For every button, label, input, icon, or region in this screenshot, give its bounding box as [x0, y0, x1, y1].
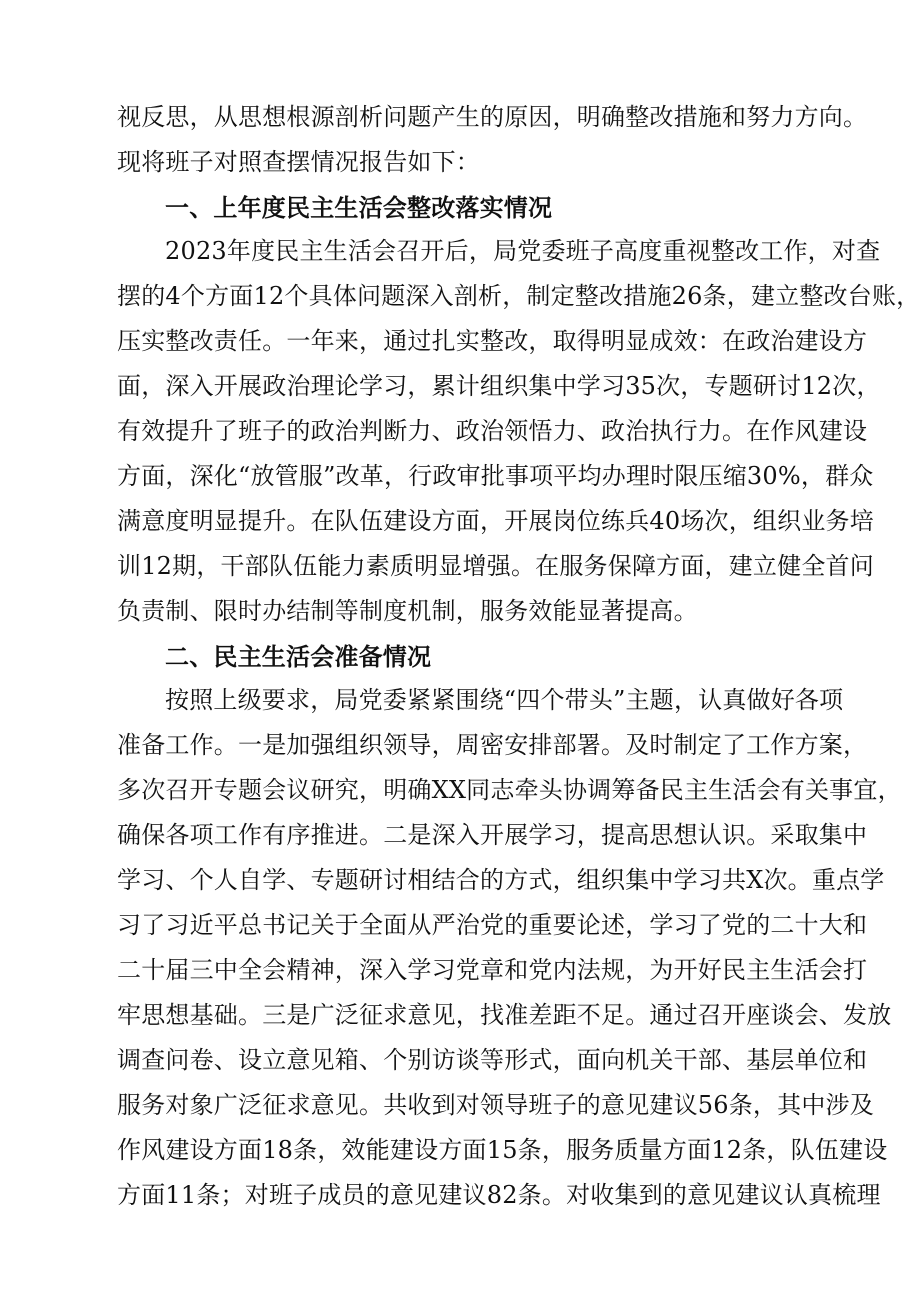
- section-heading-2: 二、民主生活会准备情况: [165, 643, 432, 671]
- body-line: 面，深入开展政治理论学习，累计组织集中学习35次，专题研讨12次，: [117, 372, 881, 400]
- body-line: 二十届三中全会精神，深入学习党章和党内法规，为开好民主生活会打: [117, 956, 868, 984]
- body-line: 方面11条；对班子成员的意见建议82条。对收集到的意见建议认真梳理: [117, 1181, 881, 1209]
- section-heading-1: 一、上年度民主生活会整改落实情况: [165, 194, 553, 222]
- body-line: 摆的4个方面12个具体问题深入剖析，制定整改措施26条，建立整改台账，: [117, 282, 920, 310]
- body-line: 2023年度民主生活会召开后，局党委班子高度重视整改工作，对查: [165, 237, 881, 265]
- body-line: 视反思，从思想根源剖析问题产生的原因，明确整改措施和努力方向。: [117, 103, 868, 131]
- body-line: 牢思想基础。三是广泛征求意见，找准差距不足。通过召开座谈会、发放: [117, 1001, 892, 1029]
- body-line: 多次召开专题会议研究，明确XX同志牵头协调筹备民主生活会有关事宜，: [117, 776, 902, 804]
- body-line: 服务对象广泛征求意见。共收到对领导班子的意见建议56条，其中涉及: [117, 1091, 874, 1119]
- body-line: 习了习近平总书记关于全面从严治党的重要论述，学习了党的二十大和: [117, 911, 868, 939]
- body-line: 准备工作。一是加强组织领导，周密安排部署。及时制定了工作方案，: [117, 731, 868, 759]
- body-line: 按照上级要求，局党委紧紧围绕“四个带头”主题，认真做好各项: [165, 686, 844, 714]
- body-line: 方面，深化“放管服”改革，行政审批事项平均办理时限压缩30%，群众: [117, 462, 874, 490]
- body-line: 满意度明显提升。在队伍建设方面，开展岗位练兵40场次，组织业务培: [117, 507, 874, 535]
- body-line: 学习、个人自学、专题研讨相结合的方式，组织集中学习共X次。重点学: [117, 866, 885, 894]
- body-line: 确保各项工作有序推进。二是深入开展学习，提高思想认识。采取集中: [117, 821, 868, 849]
- body-line: 压实整改责任。一年来，通过扎实整改，取得明显成效：在政治建设方: [117, 327, 868, 355]
- body-line: 调查问卷、设立意见箱、个别访谈等形式，面向机关干部、基层单位和: [117, 1046, 868, 1074]
- body-line: 现将班子对照查摆情况报告如下：: [117, 148, 480, 176]
- body-line: 负责制、限时办结制等制度机制，服务效能显著提高。: [117, 597, 698, 625]
- body-line: 作风建设方面18条，效能建设方面15条，服务质量方面12条，队伍建设: [117, 1136, 888, 1164]
- body-line: 训12期，干部队伍能力素质明显增强。在服务保障方面，建立健全首问: [117, 552, 874, 580]
- body-line: 有效提升了班子的政治判断力、政治领悟力、政治执行力。在作风建设: [117, 417, 868, 445]
